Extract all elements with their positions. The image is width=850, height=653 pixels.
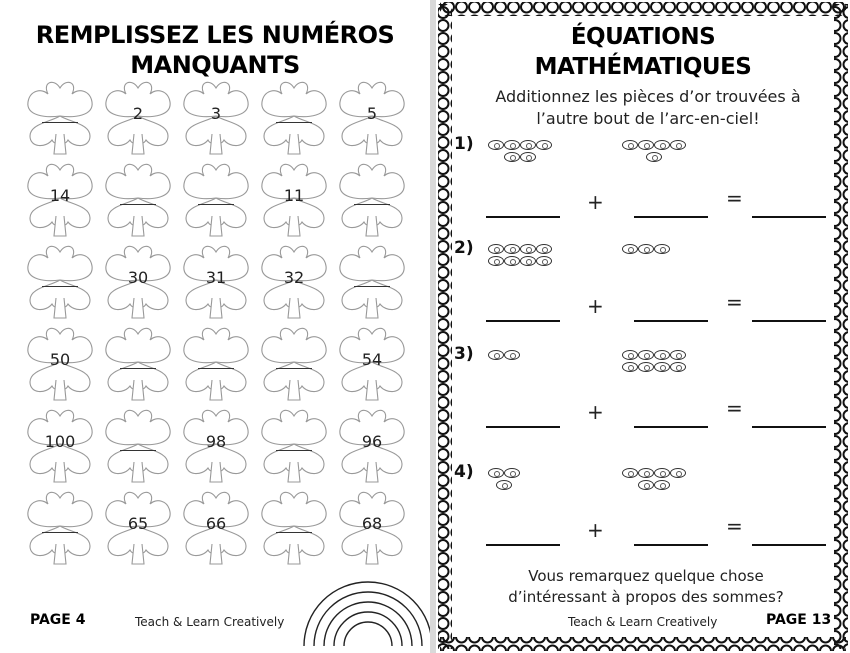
gold-coin-icon <box>654 350 670 360</box>
clover-number: 98 <box>205 432 227 451</box>
sums-question <box>496 566 796 608</box>
clover-cell <box>254 242 334 322</box>
left-title-line-2: MANQUANTS <box>130 51 300 79</box>
right-credit: Teach & Learn Creatively <box>568 615 718 629</box>
missing-number-blank[interactable] <box>42 122 78 123</box>
sum-blank[interactable] <box>752 544 826 546</box>
gold-coin-icon <box>520 256 536 266</box>
left-page-number: PAGE 4 <box>30 612 86 628</box>
clover-cell <box>98 406 178 486</box>
clover-cell <box>176 78 256 158</box>
gold-coin-icon <box>622 350 638 360</box>
equals-sign: = <box>726 396 743 420</box>
sum-blank[interactable] <box>752 426 826 428</box>
equals-sign: = <box>726 290 743 314</box>
clover-number: 30 <box>127 268 149 287</box>
clover-number: 100 <box>44 432 76 451</box>
first-addend-blank[interactable] <box>486 426 560 428</box>
missing-number-blank[interactable] <box>198 368 234 369</box>
clover-icon <box>176 160 256 240</box>
clover-cell <box>254 406 334 486</box>
left-credit: Teach & Learn Creatively <box>135 615 285 629</box>
clover-cell <box>254 324 334 404</box>
right-worksheet-page <box>436 0 850 653</box>
gold-coin-icon <box>496 480 512 490</box>
clover-cell <box>332 488 412 568</box>
missing-number-blank[interactable] <box>276 532 312 533</box>
clover-number: 32 <box>283 268 305 287</box>
clover-cell <box>332 406 412 486</box>
clover-cell <box>98 78 178 158</box>
missing-number-blank[interactable] <box>354 204 390 205</box>
gold-coin-icon <box>488 244 504 254</box>
clover-cell <box>176 488 256 568</box>
clover-icon <box>332 242 412 322</box>
right-title-line-1: ÉQUATIONS <box>570 24 716 50</box>
clover-number: 50 <box>49 350 71 369</box>
clover-cell <box>254 160 334 240</box>
clover-number: 31 <box>205 268 227 287</box>
sum-blank[interactable] <box>752 216 826 218</box>
clover-number: 2 <box>132 104 144 123</box>
gold-coin-icon <box>638 244 654 254</box>
clover-icon <box>254 488 334 568</box>
missing-number-blank[interactable] <box>276 450 312 451</box>
clover-cell <box>98 160 178 240</box>
gold-coin-icon <box>488 468 504 478</box>
gold-coin-icon <box>646 152 662 162</box>
gold-coin-icon <box>488 350 504 360</box>
missing-number-blank[interactable] <box>42 532 78 533</box>
instructions <box>456 86 840 130</box>
problem-number: 1) <box>454 134 474 154</box>
gold-coin-icon <box>638 140 654 150</box>
clover-icon <box>254 406 334 486</box>
plus-sign: + <box>587 518 604 542</box>
clover-icon <box>20 488 100 568</box>
gold-coin-icon <box>622 362 638 372</box>
clover-icon <box>20 78 100 158</box>
clover-cell <box>332 242 412 322</box>
right-page-number: PAGE 13 <box>766 612 832 628</box>
rainbow-icon <box>298 568 438 648</box>
missing-number-blank[interactable] <box>42 286 78 287</box>
clover-cell <box>332 324 412 404</box>
clover-icon <box>98 160 178 240</box>
clover-icon <box>176 324 256 404</box>
right-page-title <box>436 22 850 82</box>
left-page-title <box>0 20 430 80</box>
gold-coin-icon <box>504 244 520 254</box>
clover-icon <box>254 324 334 404</box>
second-addend-blank[interactable] <box>634 216 708 218</box>
missing-number-blank[interactable] <box>120 450 156 451</box>
plus-sign: + <box>587 294 604 318</box>
clover-cell <box>332 160 412 240</box>
clover-icon <box>98 406 178 486</box>
gold-coin-icon <box>504 140 520 150</box>
gold-coin-icon <box>488 140 504 150</box>
gold-coin-icon <box>654 244 670 254</box>
question-line-1: Vous remarquez quelque chose <box>528 567 764 585</box>
clover-cell <box>176 160 256 240</box>
clover-cell <box>20 406 100 486</box>
coin-problem <box>436 134 850 244</box>
clover-cell <box>20 78 100 158</box>
clover-number: 66 <box>205 514 227 533</box>
second-addend-blank[interactable] <box>634 320 708 322</box>
clover-number: 3 <box>210 104 222 123</box>
clover-icon <box>98 324 178 404</box>
missing-number-blank[interactable] <box>198 204 234 205</box>
gold-coin-icon <box>654 468 670 478</box>
gold-coin-icon <box>654 140 670 150</box>
gold-coin-icon <box>504 350 520 360</box>
clover-cell <box>20 160 100 240</box>
gold-coin-icon <box>536 140 552 150</box>
gold-coin-icon <box>638 362 654 372</box>
clover-icon <box>20 242 100 322</box>
missing-number-blank[interactable] <box>276 368 312 369</box>
coin-problem <box>436 344 850 454</box>
sum-blank[interactable] <box>752 320 826 322</box>
gold-coin-icon <box>536 256 552 266</box>
clover-number: 68 <box>361 514 383 533</box>
gold-coin-icon <box>520 140 536 150</box>
clover-cell <box>20 324 100 404</box>
gold-coin-icon <box>488 256 504 266</box>
gold-coin-icon <box>670 362 686 372</box>
clover-cell <box>254 78 334 158</box>
problem-number: 3) <box>454 344 474 364</box>
clover-cell <box>176 324 256 404</box>
clover-cell <box>20 242 100 322</box>
missing-number-blank[interactable] <box>120 368 156 369</box>
clover-cell <box>332 78 412 158</box>
gold-coin-icon <box>654 362 670 372</box>
clover-cell <box>98 324 178 404</box>
coin-problem <box>436 462 850 572</box>
gold-coin-icon <box>638 350 654 360</box>
gold-coin-icon <box>536 244 552 254</box>
coin-problem <box>436 238 850 348</box>
gold-coin-icon <box>622 244 638 254</box>
plus-sign: + <box>587 400 604 424</box>
clover-cell <box>254 488 334 568</box>
right-title-line-2: MATHÉMATIQUES <box>534 54 752 80</box>
gold-coin-icon <box>504 468 520 478</box>
clover-number: 54 <box>361 350 383 369</box>
gold-coin-icon <box>670 140 686 150</box>
first-addend-blank[interactable] <box>486 320 560 322</box>
clover-number: 5 <box>366 104 378 123</box>
problem-number: 4) <box>454 462 474 482</box>
second-addend-blank[interactable] <box>634 544 708 546</box>
gold-coin-icon <box>654 480 670 490</box>
clover-cell <box>176 406 256 486</box>
missing-number-blank[interactable] <box>120 204 156 205</box>
missing-number-blank[interactable] <box>354 286 390 287</box>
clover-number: 65 <box>127 514 149 533</box>
clover-icon <box>332 160 412 240</box>
gold-coin-icon <box>622 468 638 478</box>
gold-coin-icon <box>638 480 654 490</box>
plus-sign: + <box>587 190 604 214</box>
first-addend-blank[interactable] <box>486 544 560 546</box>
gold-coin-icon <box>504 256 520 266</box>
first-addend-blank[interactable] <box>486 216 560 218</box>
clover-cell <box>176 242 256 322</box>
gold-coin-icon <box>504 152 520 162</box>
instruction-line-1: Additionnez les pièces d’or trouvées à <box>495 87 801 106</box>
clover-number: 96 <box>361 432 383 451</box>
clover-number: 11 <box>283 186 305 205</box>
gold-coin-icon <box>622 140 638 150</box>
clover-cell <box>98 242 178 322</box>
gold-coin-icon <box>520 152 536 162</box>
gold-coin-icon <box>670 468 686 478</box>
equals-sign: = <box>726 514 743 538</box>
clover-cell <box>20 488 100 568</box>
question-line-2: d’intéressant à propos des sommes? <box>508 588 784 606</box>
instruction-line-2: l’autre bout de l’arc-en-ciel! <box>536 109 760 128</box>
clover-cell <box>98 488 178 568</box>
second-addend-blank[interactable] <box>634 426 708 428</box>
gold-coin-icon <box>670 350 686 360</box>
problem-number: 2) <box>454 238 474 258</box>
equals-sign: = <box>726 186 743 210</box>
gold-coin-icon <box>520 244 536 254</box>
gold-coin-icon <box>638 468 654 478</box>
missing-number-blank[interactable] <box>276 122 312 123</box>
left-title-line-1: REMPLISSEZ LES NUMÉROS <box>35 21 395 49</box>
clover-icon <box>254 78 334 158</box>
clover-number: 14 <box>49 186 71 205</box>
